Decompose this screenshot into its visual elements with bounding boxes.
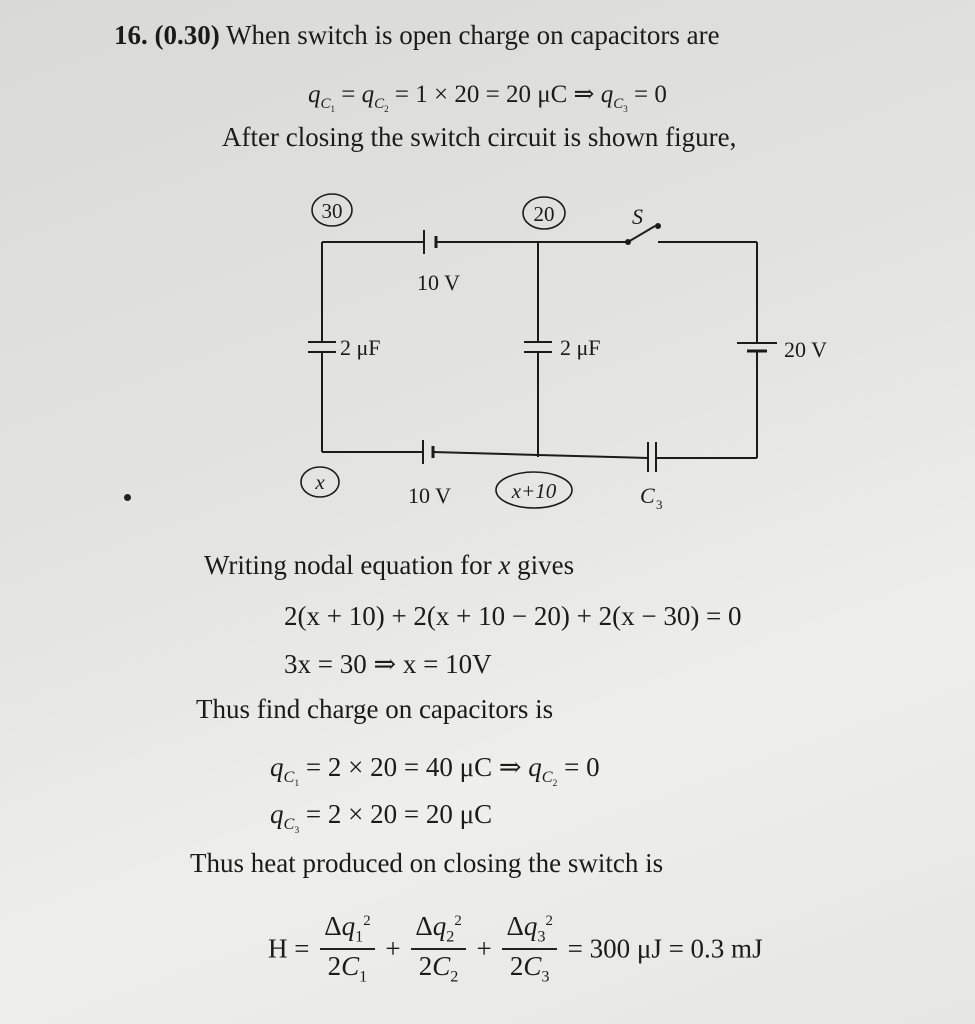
heat-text: Thus heat produced on closing the switch is xyxy=(190,848,664,878)
nodal-gives: gives xyxy=(517,550,575,580)
charge-equation-2: $q_{C_3} = 2 \times 20 = 20$ μC xyxy=(270,799,493,837)
cap-mid-label: 2 μF xyxy=(560,335,601,360)
cap-c3-label: C xyxy=(640,483,655,508)
heat-term-2: $\frac{\Delta q_2^2}{2C_2}$ xyxy=(411,912,465,986)
node-bottom-mid-label: x+10 xyxy=(511,479,557,503)
eq-open-rhs: = 1 × 20 = 20 μC ⇒ xyxy=(388,81,601,108)
equation-open-switch: $q_{C_1} = q_{C_2} = 1 \times 20 = 20$ μC ⇒ $q_{C_3} = 0$ xyxy=(308,81,667,114)
node-top-left-label: 30 xyxy=(321,199,343,223)
charge-eq1-rhs: = 2 × 20 = 40 μC ⇒ xyxy=(299,752,529,782)
eq-symbol: q xyxy=(308,81,321,108)
heat-term-1: $\frac{\Delta q_1^2}{2C_1}$ xyxy=(320,912,374,986)
switch-label: S xyxy=(632,204,643,229)
heat-formula: H = $\frac{\Delta q_1^2}{2C_1}$ + $\frac{\Delta q_2^2}{2C_2}$ + $\frac{\Delta q_3^2}{2C_3}$ = 300 μJ = 0.3 mJ xyxy=(268,911,763,986)
switch-contact-1 xyxy=(625,239,631,245)
node-bottom-left-label: x xyxy=(315,470,325,494)
switch-contact-2 xyxy=(655,223,661,229)
nodal-text xyxy=(204,552,574,579)
eq-open-end: = 0 xyxy=(627,81,667,108)
charge-text: Thus find charge on capacitors is xyxy=(196,694,554,724)
battery-top-label: 10 V xyxy=(417,270,460,295)
nodal-equation: 2(x + 10) + 2(x + 10 − 20) + 2(x − 30) = 0 xyxy=(284,601,742,631)
nodal-text-start: Writing nodal equation for xyxy=(204,550,492,580)
heat-result: = 300 μJ = 0.3 mJ xyxy=(567,933,763,964)
cap-c3-subscript: 3 xyxy=(656,497,663,512)
solve-equation: 3x = 30 ⇒ x = 10V xyxy=(284,649,492,679)
margin-bullet xyxy=(124,494,131,501)
question-intro: When switch is open charge on capacitors are xyxy=(226,20,720,50)
node-top-mid-label: 20 xyxy=(533,202,555,226)
cap-left-label: 2 μF xyxy=(340,335,381,360)
battery-right-label: 20 V xyxy=(784,337,827,362)
question-number: 16. xyxy=(114,20,148,50)
question-marks: (0.30) xyxy=(154,20,220,50)
charge-eq2-rhs: = 2 × 20 = 20 μC xyxy=(299,799,493,829)
heat-term-3: $\frac{\Delta q_3^2}{2C_3}$ xyxy=(502,912,556,986)
charge-equation-1: $q_{C_1} = 2 \times 20 = 40$ μC ⇒ $q_{C_2} = 0$ xyxy=(270,752,600,790)
heat-lhs: H = xyxy=(268,933,310,964)
battery-bottom-label: 10 V xyxy=(408,483,451,508)
charge-eq1-end: = 0 xyxy=(557,752,600,782)
after-text: After closing the switch circuit is shown figure, xyxy=(222,122,737,152)
nodal-var: x xyxy=(498,550,511,580)
